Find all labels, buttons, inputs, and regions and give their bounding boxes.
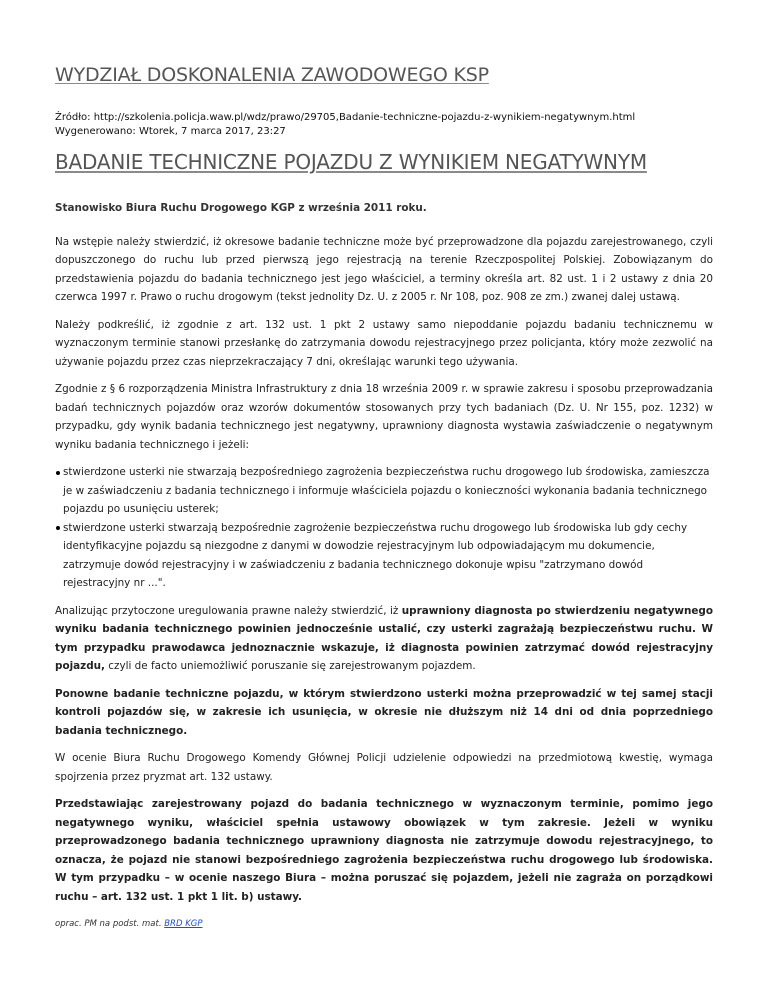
footer-note [55,918,713,930]
paragraph-4 [55,602,713,676]
paragraph-1: Na wstępie należy stwierdzić, iż okresowe badanie techniczne może być przeprowadzone dla pojazdu zarejestrowanego, czyli dopuszczonego do ruchu lub przed pierwszą jego rejestracją na terenie Rzeczpospolitej Polskiej. Zobowiązanym do przedstawienia pojazdu do badania technicznego jest jego właściciel, a terminy określa art. 82 ust. 1 i 2 ustawy z dnia 20 czerwca 1997 r. Prawo o ruchu drogowym (tekst jednolity Dz. U. z 2005 r. Nr 108, poz. 908 ze zm.) zwanej dalej ustawą. [55,235,713,303]
list-item-text: stwierdzone usterki nie stwarzają bezpośredniego zagrożenia bezpieczeństwa ruchu drogowego lub środowiska, zamieszcza je w zaświadczeniu z badania technicznego i informuje właściciela pojazdu o konieczności wykonania badania technicznego pojazdu po usunięciu usterek; [63,466,710,515]
site-title-link[interactable]: WYDZIAŁ DOSKONALENIA ZAWODOWEGO KSP [55,64,489,86]
paragraph-7: Przedstawiając zarejestrowany pojazd do badania technicznego w wyznaczonym terminie, pomimo jego negatywnego wyniku, właściciel spełnia ustawowy obowiązek w tym zakresie. Jeżeli w wyniku przeprowadzonego badania technicznego uprawniony diagnosta nie zatrzymuje dowodu rejestracyjnego, to oznacza, że pojazd nie stanowi bezpośredniego zagrożenia bezpieczeństwa ruchu drogowego lub środowiska. W tym przypadku – w ocenie naszego Biura – można poruszać się pojazdem, jeżeli nie zagraża on porządkowi ruchu – art. 132 ust. 1 pkt 1 lit. b) ustawy. [55,798,713,903]
paragraph-6: W ocenie Biura Ruchu Drogowego Komendy Głównej Policji udzielenie odpowiedzi na przedmiotową kwestię, wymaga spojrzenia przez pryzmat art. 132 ustawy. [55,752,713,783]
article-lead: Stanowisko Biura Ruchu Drogowego KGP z września 2011 roku. [55,202,427,214]
article-title-link[interactable]: BADANIE TECHNICZNE POJAZDU Z WYNIKIEM NEGATYWNYM [55,150,647,174]
paragraph-4-outro: czyli de facto uniemożliwić poruszanie się zarejestrowanym pojazdem. [104,660,476,672]
list-item [63,519,713,593]
footer-note-text: oprac. PM na podst. mat. [55,919,165,929]
article-body [55,233,713,931]
paragraph-3: Zgodnie z § 6 rozporządzenia Ministra Infrastruktury z dnia 18 września 2009 r. w sprawie zakresu i sposobu przeprowadzania badań technicznych pojazdów oraz wzorów dokumentów stosowanych przy tych badaniach (Dz. U. Nr 155, poz. 1232) w przypadku, gdy wynik badania technicznego jest negatywny, uprawniony diagnosta wystawia zaświadczenie o negatywnym wyniku badania technicznego i jeżeli: [55,383,713,451]
conditions-list [55,463,713,593]
paragraph-4-intro: Analizując przytoczone uregulowania prawne należy stwierdzić, iż [55,604,402,617]
source-line: Źródło: http://szkolenia.policja.waw.pl/wdz/prawo/29705,Badanie-techniczne-pojazdu-z-wynikiem-negatywnym.html [55,112,636,123]
brd-kgp-link[interactable]: BRD KGP [164,919,203,929]
list-item [63,463,713,519]
generated-line: Wygenerowano: Wtorek, 7 marca 2017, 23:27 [55,126,286,137]
paragraph-4-emphasis: uprawniony diagnosta po stwierdzeniu negatywnego wyniku badania technicznego powinien jednocześnie ustalić, czy usterki zagrażają bezpieczeństwu ruchu. W tym przypadku prawodawca jednoznacznie wskazuje, iż diagnosta powinien zatrzymać dowód rejestracyjny pojazdu, [55,604,713,672]
list-item-text: stwierdzone usterki stwarzają bezpośrednie zagrożenie bezpieczeństwa ruchu drogowego lub środowiska lub gdy cechy identyfikacyjne pojazdu są niezgodne z danymi w dowodzie rejestracyjnym lub odpowiadającym mu dokumencie, zatrzymuje dowód rejestracyjny i w zaświadczeniu z badania technicznego dokonuje wpisu "zatrzymano dowód rejestracyjny nr ...". [63,521,688,589]
paragraph-2: Należy podkreślić, iż zgodnie z art. 132 ust. 1 pkt 2 ustawy samo niepoddanie pojazdu badaniu technicznemu w wyznaczonym terminie stanowi przesłankę do zatrzymania dowodu rejestracyjnego przez policjanta, który może zezwolić na używanie pojazdu przez czas nieprzekraczający 7 dni, określając warunki tego używania. [55,318,713,368]
bullet-icon [56,526,60,530]
paragraph-5: Ponowne badanie techniczne pojazdu, w którym stwierdzono usterki można przeprowadzić w tej samej stacji kontroli pojazdów się, w zakresie ich usunięcia, w okresie nie dłuższym niż 14 dni od dnia poprzedniego badania technicznego. [55,687,713,737]
bullet-icon [56,471,60,475]
document-meta [55,111,713,139]
